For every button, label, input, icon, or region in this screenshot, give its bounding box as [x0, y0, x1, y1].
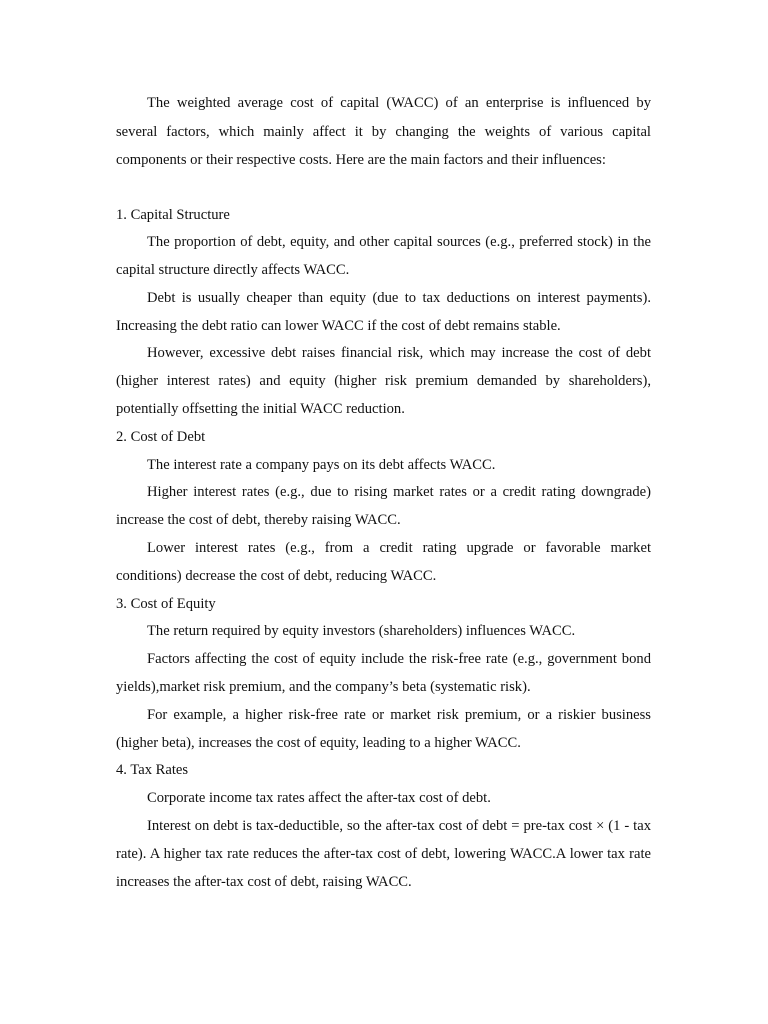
- section-paragraph: Interest on debt is tax-deductible, so the after-tax cost of debt = pre-tax cost × (1 - tax rate). A higher tax rate reduces the after-tax cost of debt, lowering WACC.A lower tax rate increases the after-tax cost of debt, raising WACC.: [116, 818, 651, 890]
- section-paragraph: However, excessive debt raises financial risk, which may increase the cost of debt (higher interest rates) and equity (higher risk premium demanded by shareholders), potentially offsetting the initial WACC reduction.: [116, 345, 651, 418]
- section-paragraph: The return required by equity investors (shareholders) influences WACC.: [147, 623, 576, 640]
- section-cost-of-equity: [116, 591, 651, 758]
- intro-paragraph: The weighted average cost of capital (WACC) of an enterprise is influenced by several factors, which mainly affect it by changing the weights of various capital components or their respective costs. Here are the main factors and their influences:: [116, 95, 651, 168]
- section-cost-of-debt: [116, 424, 651, 591]
- section-paragraph: Corporate income tax rates affect the after-tax cost of debt.: [147, 790, 491, 807]
- section-paragraph: The proportion of debt, equity, and other capital sources (e.g., preferred stock) in the capital structure directly affects WACC.: [116, 234, 651, 279]
- paragraph-gap: [116, 175, 651, 202]
- section-heading: 4. Tax Rates: [116, 762, 189, 779]
- section-heading: 3. Cost of Equity: [116, 595, 216, 612]
- section-capital-structure: [116, 202, 651, 424]
- section-tax-rates: [116, 757, 651, 896]
- section-heading: 1. Capital Structure: [116, 206, 230, 223]
- section-paragraph: Debt is usually cheaper than equity (due to tax deductions on interest payments). Increasing the debt ratio can lower WACC if the cost of debt remains stable.: [116, 289, 651, 334]
- document-page: [116, 89, 651, 896]
- intro-block: [116, 89, 651, 175]
- section-paragraph: For example, a higher risk-free rate or market risk premium, or a riskier business (higher beta), increases the cost of equity, leading to a higher WACC.: [116, 706, 651, 751]
- section-paragraph: Lower interest rates (e.g., from a credit rating upgrade or favorable market conditions) decrease the cost of debt, reducing WACC.: [116, 540, 651, 584]
- section-heading: 2. Cost of Debt: [116, 428, 206, 445]
- section-paragraph: The interest rate a company pays on its debt affects WACC.: [147, 456, 496, 473]
- section-paragraph: Higher interest rates (e.g., due to rising market rates or a credit rating downgrade) increase the cost of debt, thereby raising WACC.: [116, 484, 651, 529]
- section-paragraph: Factors affecting the cost of equity include the risk-free rate (e.g., government bond yields),market risk premium, and the company’s beta (systematic risk).: [116, 651, 651, 696]
